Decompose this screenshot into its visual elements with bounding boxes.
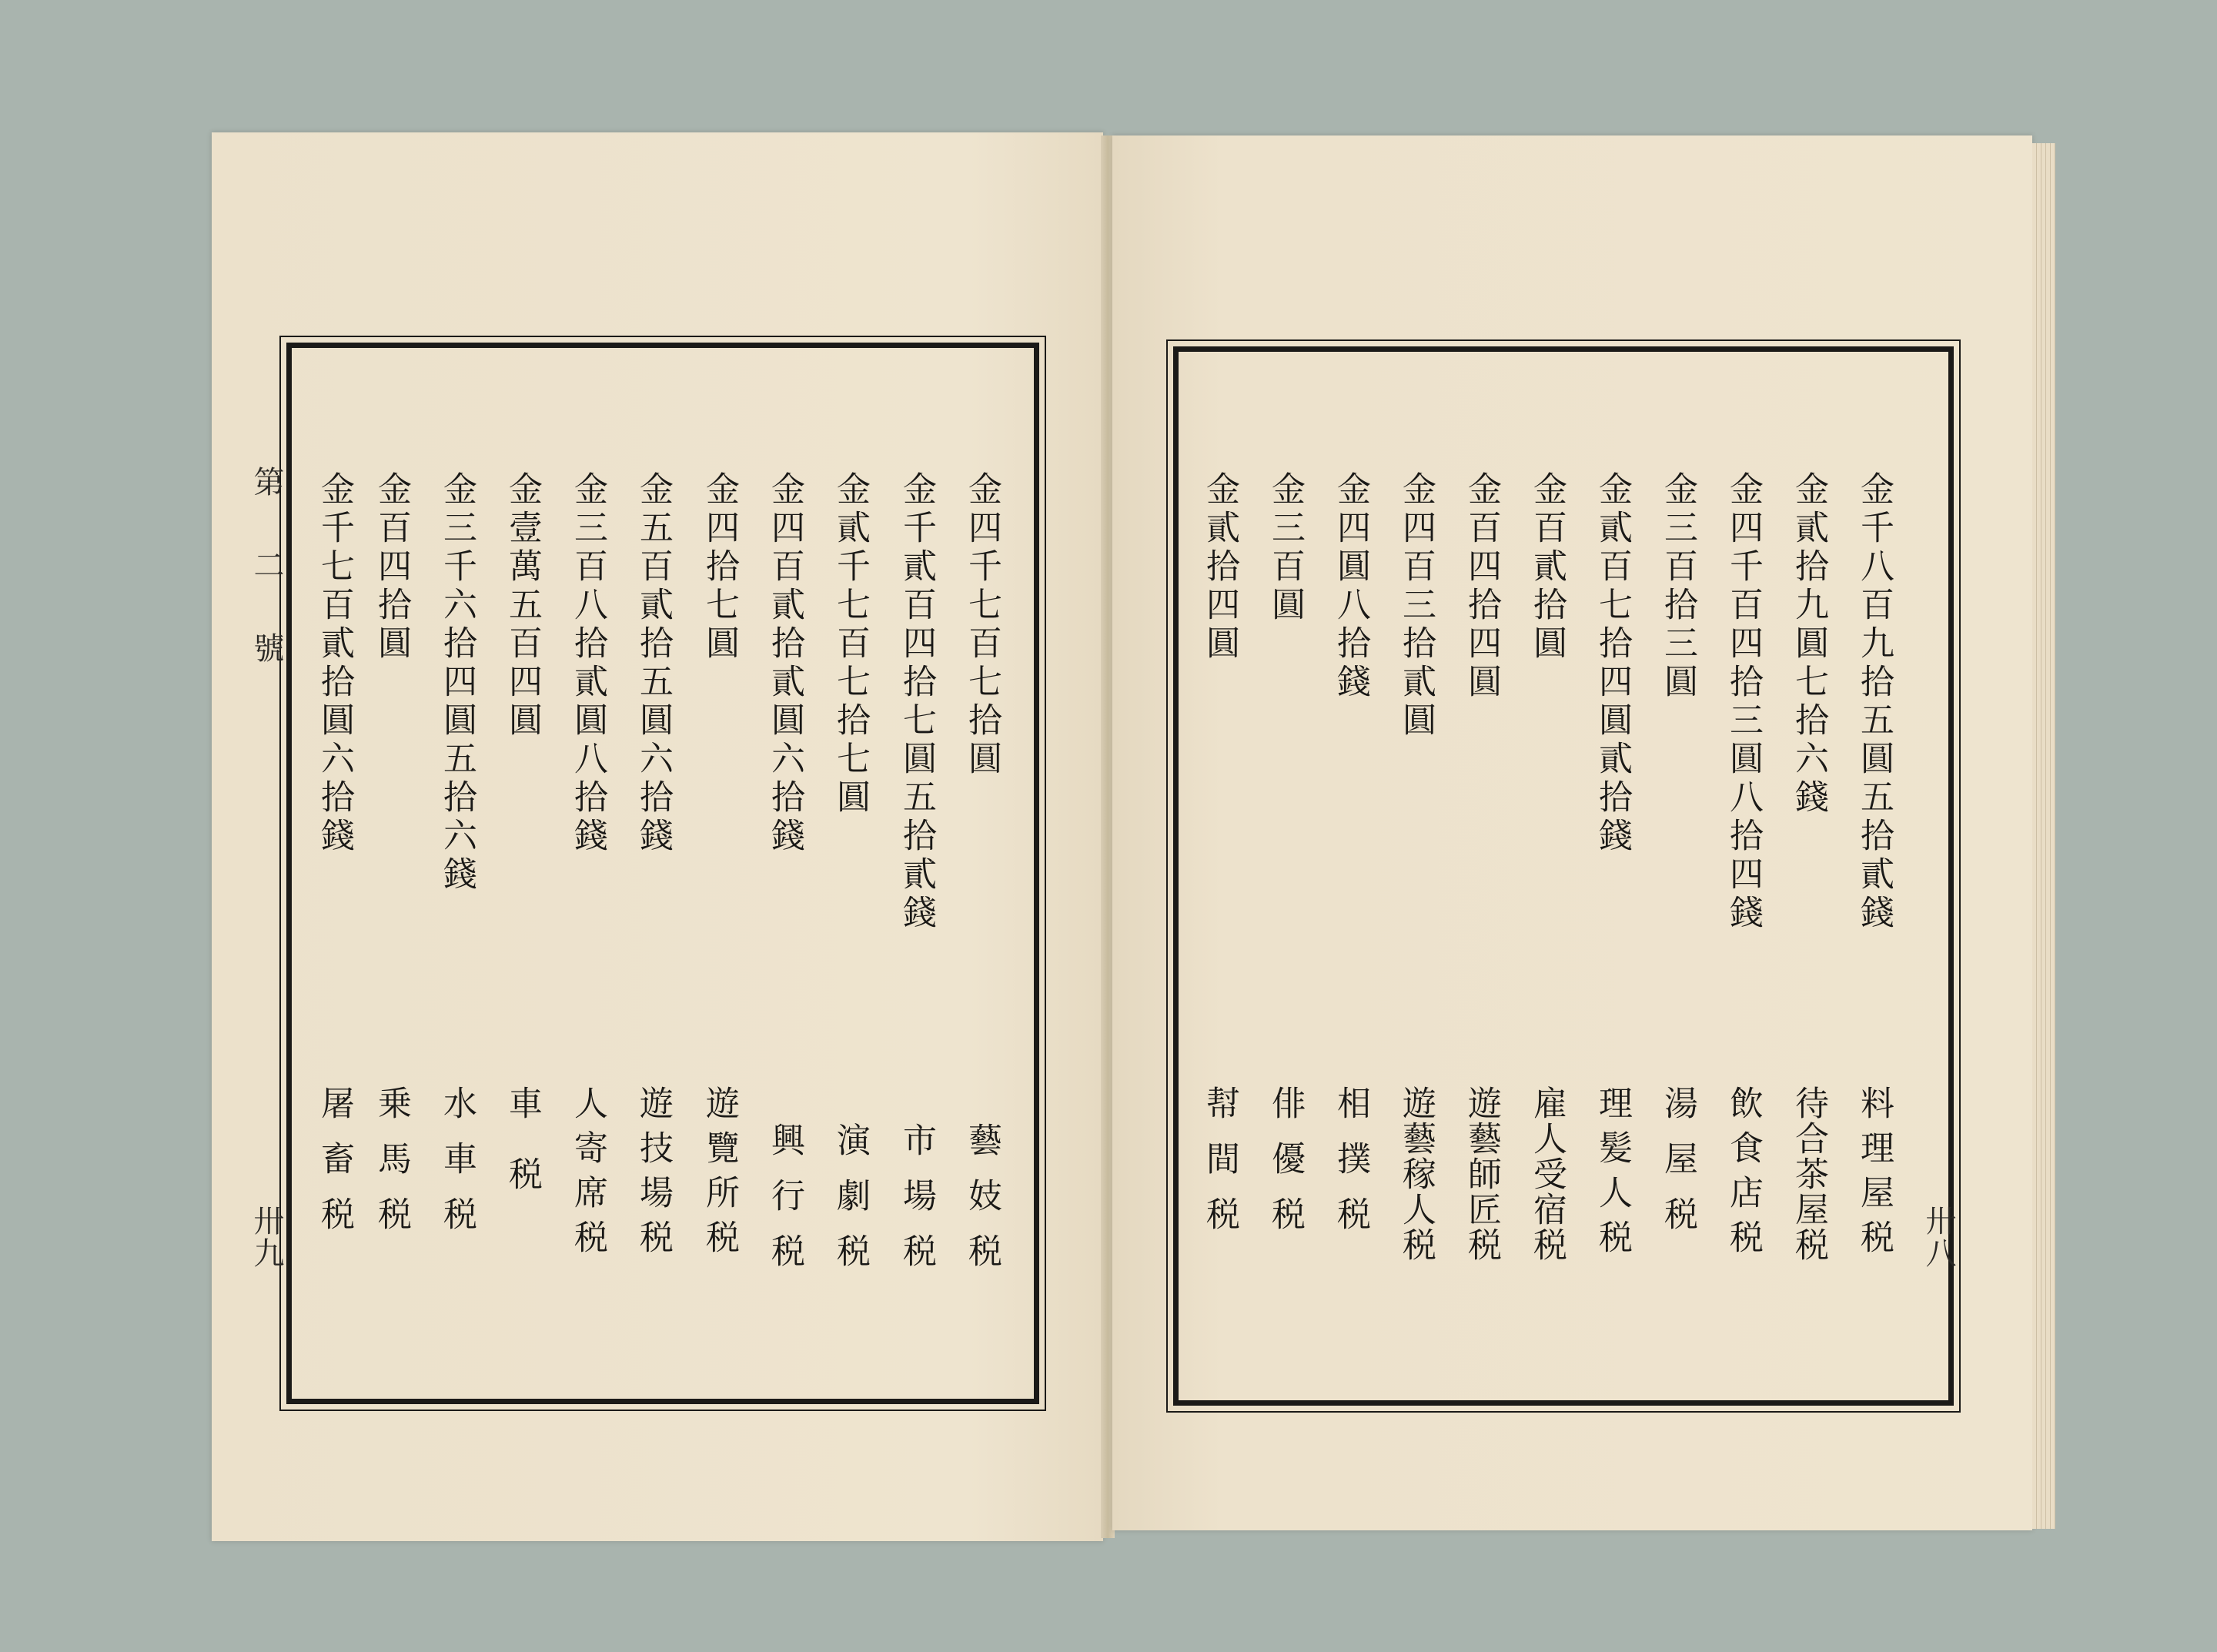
entry-tax-name: 幇間税 <box>1200 1085 1239 1252</box>
entry-tax-name: 遊技場税 <box>634 1085 673 1264</box>
entry-amount: 金四拾七圓 <box>700 471 739 664</box>
entry-tax-name: 待合茶屋税 <box>1789 1085 1828 1262</box>
entry-amount: 金千八百九拾五圓五拾貳錢 <box>1854 471 1894 933</box>
entry-tax-name: 雇人受宿税 <box>1527 1085 1567 1262</box>
entry-amount: 金百四拾圓 <box>372 471 411 664</box>
entry-tax-name: 藝妓税 <box>962 1122 1001 1289</box>
entry-tax-name: 乗馬税 <box>372 1085 411 1252</box>
entry-tax-name: 車税 <box>503 1085 542 1227</box>
entry-tax-name: 屠畜税 <box>315 1085 354 1252</box>
left-page-folio: 卅九 <box>249 1205 284 1269</box>
entry-amount: 金三百拾三圓 <box>1658 471 1697 702</box>
entry-tax-name: 飲食店税 <box>1724 1085 1763 1264</box>
entry-amount: 金五百貳拾五圓六拾錢 <box>634 471 673 856</box>
entry-amount: 金千七百貳拾圓六拾錢 <box>315 471 354 856</box>
entry-tax-name: 湯屋税 <box>1658 1085 1697 1252</box>
entry-tax-name: 興行税 <box>765 1122 804 1289</box>
entry-amount: 金四千七百七拾圓 <box>962 471 1001 779</box>
entry-amount: 金千貳百四拾七圓五拾貳錢 <box>897 471 936 933</box>
entry-amount: 金壹萬五百四圓 <box>503 471 542 741</box>
entry-amount: 金貳千七百七拾七圓 <box>831 471 870 818</box>
entry-amount: 金四百貳拾貳圓六拾錢 <box>765 471 804 856</box>
page-edge-stack <box>2032 143 2055 1529</box>
entry-tax-name: 遊藝師匠税 <box>1462 1085 1501 1262</box>
entry-amount: 金三百八拾貳圓八拾錢 <box>568 471 607 856</box>
entry-tax-name: 人寄席税 <box>568 1085 607 1264</box>
entry-tax-name: 料理屋税 <box>1854 1085 1894 1264</box>
entry-tax-name: 演劇税 <box>831 1122 870 1289</box>
entry-amount: 金四千百四拾三圓八拾四錢 <box>1724 471 1763 933</box>
entry-amount: 金貳百七拾四圓貳拾錢 <box>1593 471 1632 856</box>
entry-tax-name: 俳優税 <box>1266 1085 1305 1252</box>
entry-amount: 金三千六拾四圓五拾六錢 <box>437 471 477 895</box>
entry-amount: 金貳拾九圓七拾六錢 <box>1789 471 1828 818</box>
entry-amount: 金百貳拾圓 <box>1527 471 1567 664</box>
entry-amount: 金三百圓 <box>1266 471 1305 625</box>
entry-tax-name: 遊藝稼人税 <box>1396 1085 1436 1262</box>
entry-tax-name: 理髪人税 <box>1593 1085 1632 1264</box>
entry-tax-name: 市場税 <box>897 1122 936 1289</box>
entry-amount: 金四圓八拾錢 <box>1331 471 1370 702</box>
right-page-folio: 卅八 <box>1921 1205 1956 1269</box>
entry-amount: 金百四拾四圓 <box>1462 471 1501 702</box>
entry-amount: 金貳拾四圓 <box>1200 471 1239 664</box>
entry-amount: 金四百三拾貳圓 <box>1396 471 1436 741</box>
entry-tax-name: 水車税 <box>437 1085 477 1252</box>
entry-tax-name: 遊覽所税 <box>700 1085 739 1264</box>
entry-tax-name: 相撲税 <box>1331 1085 1370 1252</box>
left-page-header: 第二號 <box>249 466 284 715</box>
